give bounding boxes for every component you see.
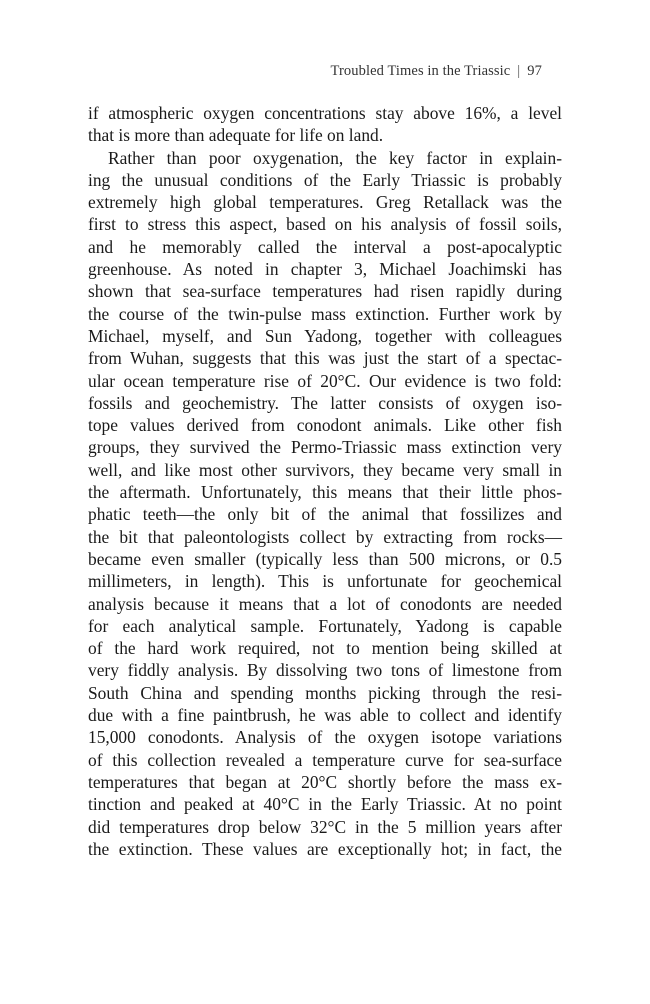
text-line: the extinction. These values are exceptionally hot; in fact, the: [88, 838, 562, 859]
text-line: the bit that paleontologists collect by extracting from rocks—: [88, 526, 562, 547]
text-line: of the hard work required, not to mention being skilled at: [88, 638, 562, 659]
text-line: the aftermath. Unfortunately, this means that their little phos-: [88, 482, 562, 503]
text-line: ular ocean temperature rise of 20°C. Our evidence is two fold:: [88, 370, 562, 391]
text-line: the course of the twin-pulse mass extinction. Further work by: [88, 303, 562, 324]
text-line: groups, they survived the Permo-Triassic mass extinction very: [88, 437, 562, 458]
text-line: phatic teeth—the only bit of the animal that fossilizes and: [88, 504, 562, 525]
text-line: 15,000 conodonts. Analysis of the oxygen isotope variations: [88, 727, 562, 748]
text-line: tope values derived from conodont animals. Like other fish: [88, 415, 562, 436]
text-line: if atmospheric oxygen concentrations stay above 16%, a level: [88, 103, 562, 123]
text-line: extremely high global temperatures. Greg Retallack was the: [88, 192, 562, 213]
text-line: became even smaller (typically less than 500 microns, or 0.5: [88, 548, 562, 569]
text-line: that is more than adequate for life on land.: [88, 125, 384, 146]
text-line: of this collection revealed a temperature curve for sea-surface: [88, 749, 562, 770]
text-line: from Wuhan, suggests that this was just the start of a spectac-: [88, 348, 562, 369]
running-head-title: Troubled Times in the Triassic: [330, 63, 511, 79]
text-line: for each analytical sample. Fortunately, Yadong is capable: [88, 615, 562, 636]
text-line: fossils and geochemistry. The latter consists of oxygen iso-: [88, 392, 562, 413]
text-line: shown that sea-surface temperatures had risen rapidly during: [88, 281, 562, 302]
text-line: Rather than poor oxygenation, the key factor in explain-: [108, 147, 562, 168]
text-line: did temperatures drop below 32°C in the 5 million years after: [88, 816, 562, 837]
text-line: Michael, myself, and Sun Yadong, together with colleagues: [88, 325, 562, 346]
body-text: [88, 102, 562, 860]
text-line: temperatures that began at 20°C shortly before the mass ex-: [88, 771, 562, 792]
text-line: analysis because it means that a lot of conodonts are needed: [88, 593, 562, 614]
text-line: very fiddly analysis. By dissolving two tons of limestone from: [88, 660, 562, 681]
text-line: greenhouse. As noted in chapter 3, Michael Joachimski has: [88, 259, 562, 280]
running-head-separator: |: [517, 63, 521, 79]
text-line: first to stress this aspect, based on his analysis of fossil soils,: [88, 214, 562, 235]
text-line: ing the unusual conditions of the Early Triassic is probably: [88, 169, 562, 190]
text-line: tinction and peaked at 40°C in the Early Triassic. At no point: [88, 794, 562, 815]
text-line: millimeters, in length). This is unfortunate for geochemical: [88, 571, 562, 592]
text-line: well, and like most other survivors, they became very small in: [88, 459, 562, 480]
running-head: [331, 63, 542, 80]
text-line: and he memorably called the interval a post-apocalyptic: [88, 236, 562, 257]
page-number: 97: [527, 63, 542, 79]
text-line: South China and spending months picking through the resi-: [88, 682, 562, 703]
text-line: due with a fine paintbrush, he was able to collect and identify: [88, 705, 562, 726]
